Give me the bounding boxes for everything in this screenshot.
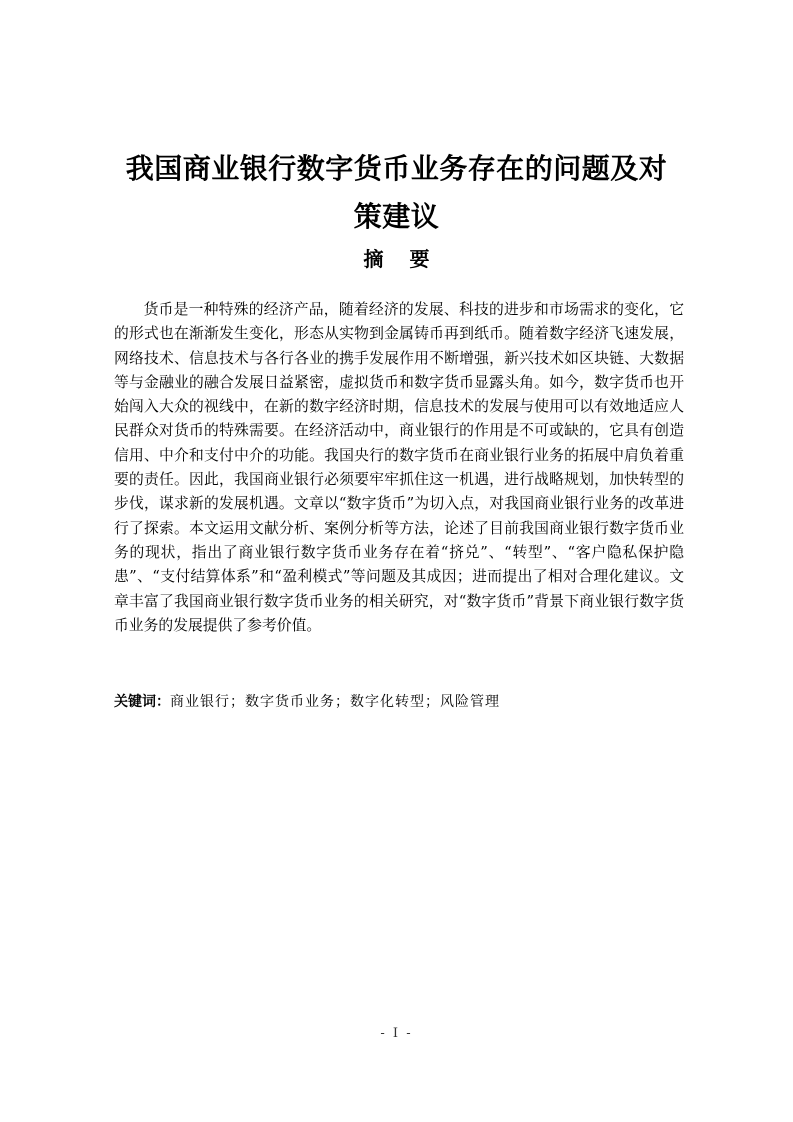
- keywords-label: 关键词：: [114, 694, 170, 710]
- document-title: [110, 145, 683, 241]
- keywords-line: [114, 690, 684, 714]
- abstract-paragraph: 货币是一种特殊的经济产品，随着经济的发展、科技的进步和市场需求的变化，它的形式也在渐渐发生变化，形态从实物到金属铸币再到纸币。随着数字经济飞速发展，网络技术、信息技术与各行各业的携手发展作用不断增强，新兴技术如区块链、大数据等与金融业的融合发展日益紧密，虚拟货币和数字货币显露头角。如今，数字货币也开始闯入大众的视线中，在新的数字经济时期，信息技术的发展与使用可以有效地适应人民群众对货币的特殊需要。在经济活动中，商业银行的作用是不可或缺的，它具有创造信用、中介和支付中介的功能。我国央行的数字货币在商业银行业务的拓展中肩负着重要的责任。因此，我国商业银行必须要牢牢抓住这一机遇，进行战略规划，加快转型的步伐，谋求新的发展机遇。文章以“数字货币”为切入点，对我国商业银行业务的改革进行了探索。本文运用文献分析、案例分析等方法，论述了目前我国商业银行数字货币业务的现状，指出了商业银行数字货币业务存在着“挤兑”、“转型”、“客户隐私保护隐患”、“支付结算体系”和“盈利模式”等问题及其成因；进而提出了相对合理化建议。文章丰富了我国商业银行数字货币业务的相关研究，对“数字货币”背景下商业银行数字货币业务的发展提供了参考价值。: [114, 301, 684, 634]
- page-number: - I -: [380, 1026, 413, 1041]
- title-line-1: 我国商业银行数字货币业务存在的问题及对: [125, 152, 668, 185]
- title-line-2: 策建议: [353, 200, 440, 233]
- abstract-heading: 摘要: [363, 247, 456, 271]
- keywords-text: 商业银行；数字货币业务；数字化转型；风险管理: [170, 694, 500, 710]
